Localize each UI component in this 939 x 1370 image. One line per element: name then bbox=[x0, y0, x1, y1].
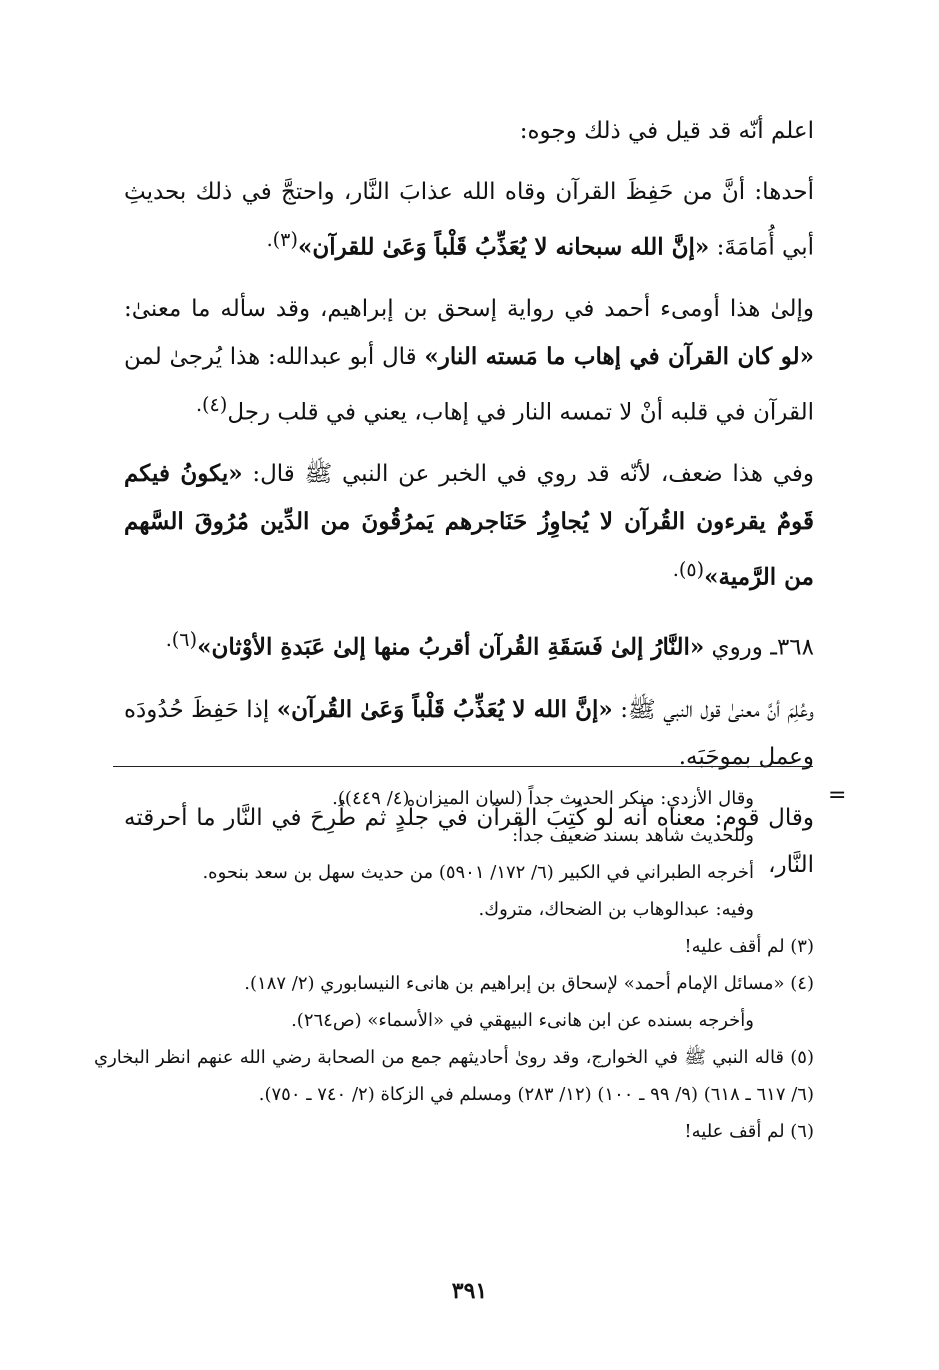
paragraph-5 bbox=[124, 616, 814, 672]
footnote-ref-3: (٣). bbox=[266, 228, 298, 251]
paragraph-7-text: وقال قوم: معناه أنه لو كُتِبَ القرآن في جلْدٍ ثم طُرِحَ في النَّار ما أحرقته النَّار، bbox=[124, 804, 814, 878]
footnote-3: (٣) لم أقف عليه! bbox=[684, 936, 814, 957]
hadith-quote: «النَّارُ إلىٰ فَسَقَةِ القُرآن أقربُ منها إلىٰ عَبَدةِ الأوْثان» bbox=[197, 633, 705, 661]
paragraph-3-text-a: وإلىٰ هذا أومىء أحمد في رواية إسحق بن إبراهيم، وقد سأله ما معنىٰ: bbox=[124, 295, 814, 322]
hadith-quote: «إنَّ الله لا يُعَذِّبُ قَلْباً وَعَىٰ القُرآن» bbox=[276, 695, 613, 723]
footnote-continued-line: أخرجه الطبراني في الكبير (٦/ ١٧٢/ ٥٩٠١) من حديث سهل بن سعد بنحوه. bbox=[202, 862, 754, 883]
hadith-quote: «إنَّ الله سبحانه لا يُعَذِّبُ قَلْباً وَعَىٰ للقرآن» bbox=[297, 233, 710, 261]
footnote-4: (٤) «مسائل الإمام أحمد» لإسحاق بن إبراهيم بن هانىء النيسابوري (٢/ ١٨٧). bbox=[244, 973, 814, 994]
footnote-continued-line: وقال الأزدي: منكر الحديث جداً (لسان الميزان (٤/ ٤٤٩)). bbox=[332, 788, 754, 809]
paragraph-2 bbox=[124, 169, 814, 272]
footnote-continued-line: وللحديث شاهد بسند ضعيف جداً: bbox=[512, 825, 754, 846]
paragraph-4-text: وفي هذا ضعف، لأنّه قد روي في الخبر عن النبي ﷺ قال: bbox=[242, 461, 814, 488]
paragraph-6-text-b: إذا حَفِظَ حُدُودَه وعمل بموجَبَه. bbox=[124, 696, 814, 770]
paragraph-3 bbox=[124, 286, 814, 437]
page-number: ٣٩١ bbox=[451, 1278, 488, 1304]
footnote-separator bbox=[113, 766, 813, 767]
footnote-5: (٥) قاله النبي ﷺ في الخوارج، وقد روىٰ أحاديثهم جمع من الصحابة رضي الله عنهم انظر البخاري (٦/ ٦١٧ ـ ٦١٨) (٩/ ٩٩ ـ ١٠٠) (١٢/ ٢٨٣) ومسلم في الزكاة (٢/ ٧٤٠ ـ ٧٥٠). bbox=[94, 1047, 814, 1105]
hadith-quote: «لو كان القرآن في إهاب ما مَسته النار» bbox=[424, 342, 814, 370]
footnote-ref-6: (٦). bbox=[165, 627, 198, 651]
footnote-continuation-mark: = bbox=[828, 783, 847, 808]
paragraph-1-text: اعلم أنّه قد قيل في ذلك وجوه: bbox=[519, 118, 814, 144]
paragraph-3-text-b: قال أبو عبدالله: هذا يُرجىٰ لمن القرآن في قلبه أنْ لا تمسه النار في إهاب، يعني في قلب رجل bbox=[124, 343, 814, 426]
paragraph-6-text-a: وعُلِمَ أنَّ معنىٰ قول النبي ﷺ: bbox=[612, 696, 814, 723]
footnote-4-continued: وأخرجه بسنده عن ابن هانىء البيهقي في «الأسماء» (ص٢٦٤). bbox=[291, 1010, 754, 1031]
paragraph-1 bbox=[124, 108, 814, 155]
paragraph-4 bbox=[124, 450, 814, 602]
paragraph-5-text: ٣٦٨ـ وروي bbox=[704, 634, 814, 661]
paragraph-2-text: أحدها: أنَّ من حَفِظَ القرآن وقاه الله عذابَ النَّار، واحتجَّ في ذلك بحديثِ أبي أُمَامَةَ: bbox=[124, 179, 814, 261]
footnote-continued-line: وفيه: عبدالوهاب بن الضحاك، متروك. bbox=[478, 899, 754, 920]
hadith-quote: «يكونُ فيكم قَومٌ يقرءون القُرآن لا يُجاوِزُ حَنَاجرهم يَمرُقُونَ من الدِّين مُرُوقَ السَّهم من الرَّمية» bbox=[124, 460, 814, 591]
footnote-ref-4: (٤). bbox=[195, 392, 228, 416]
footnote-6: (٦) لم أقف عليه! bbox=[684, 1121, 814, 1142]
footnote-ref-5: (٥). bbox=[672, 558, 705, 582]
footnotes bbox=[94, 780, 814, 1150]
